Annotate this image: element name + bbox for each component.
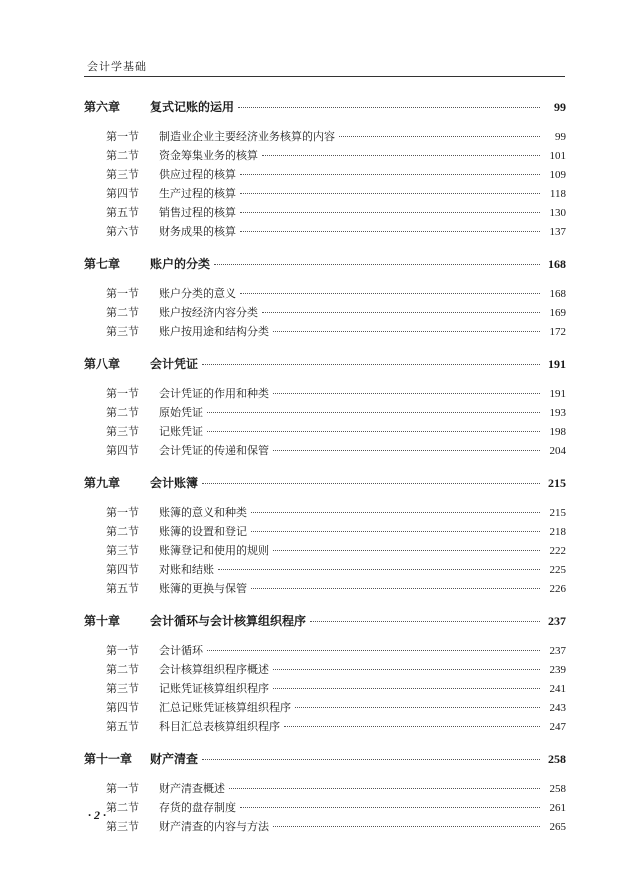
- section-title: 存货的盘存制度: [159, 801, 236, 814]
- dot-leader: [214, 264, 540, 265]
- section-number: 第二节: [106, 525, 139, 538]
- section-page-number: 243: [549, 702, 566, 714]
- section-entry[interactable]: [84, 642, 566, 661]
- section-number: 第二节: [106, 406, 139, 419]
- section-page-number: 130: [549, 207, 566, 219]
- section-page-number: 198: [549, 426, 566, 438]
- section-title: 账户按经济内容分类: [159, 306, 258, 319]
- section-title: 科目汇总表核算组织程序: [159, 720, 280, 733]
- running-header-title: 会计学基础: [87, 60, 147, 73]
- dot-leader: [240, 807, 540, 808]
- dot-leader: [202, 759, 540, 760]
- chapter-block: [84, 474, 566, 599]
- section-entry[interactable]: [84, 523, 566, 542]
- section-page-number: 247: [549, 721, 566, 733]
- section-title: 资金筹集业务的核算: [159, 149, 258, 162]
- section-entry[interactable]: [84, 680, 566, 699]
- chapter-block: [84, 255, 566, 342]
- section-title: 账户分类的意义: [159, 287, 236, 300]
- dot-leader: [207, 412, 540, 413]
- dot-leader: [273, 550, 540, 551]
- section-title: 财产清查概述: [159, 782, 225, 795]
- section-number: 第三节: [106, 682, 139, 695]
- section-page-number: 258: [549, 783, 566, 795]
- section-title: 销售过程的核算: [159, 206, 236, 219]
- section-page-number: 265: [549, 821, 566, 833]
- section-number: 第四节: [106, 187, 139, 200]
- section-entry[interactable]: [84, 404, 566, 423]
- dot-leader: [240, 231, 540, 232]
- section-page-number: 191: [549, 388, 566, 400]
- section-title: 原始凭证: [159, 406, 203, 419]
- dot-leader: [240, 293, 540, 294]
- dot-leader: [207, 431, 540, 432]
- section-page-number: 168: [549, 288, 566, 300]
- section-number: 第二节: [106, 663, 139, 676]
- chapter-title: 会计凭证: [150, 357, 199, 371]
- chapter-entry[interactable]: [84, 255, 566, 275]
- chapter-block: [84, 750, 566, 837]
- dot-leader: [202, 364, 540, 365]
- dot-leader: [202, 483, 540, 484]
- dot-leader: [240, 212, 540, 213]
- section-page-number: 204: [549, 445, 566, 457]
- chapter-title: 会计账簿: [150, 476, 199, 490]
- chapter-number: 第十一章: [84, 752, 133, 766]
- section-title: 汇总记账凭证核算组织程序: [159, 701, 291, 714]
- chapter-block: [84, 98, 566, 242]
- section-title: 会计凭证的传递和保管: [159, 444, 269, 457]
- section-number: 第五节: [106, 206, 139, 219]
- section-entry[interactable]: [84, 423, 566, 442]
- section-title: 财产清查的内容与方法: [159, 820, 269, 833]
- section-page-number: 225: [549, 564, 566, 576]
- section-number: 第五节: [106, 582, 139, 595]
- section-number: 第三节: [106, 820, 139, 833]
- page-number: · 2 ·: [88, 808, 106, 822]
- dot-leader: [273, 331, 540, 332]
- dot-leader: [295, 707, 540, 708]
- section-page-number: 239: [549, 664, 566, 676]
- chapter-number: 第十章: [84, 614, 121, 628]
- chapter-entry[interactable]: [84, 612, 566, 632]
- section-page-number: 137: [549, 226, 566, 238]
- chapter-page-number: 168: [548, 257, 566, 271]
- section-entry[interactable]: [84, 185, 566, 204]
- chapter-entry[interactable]: [84, 474, 566, 494]
- dot-leader: [273, 393, 540, 394]
- section-entry[interactable]: [84, 285, 566, 304]
- section-number: 第一节: [106, 782, 139, 795]
- section-page-number: 237: [549, 645, 566, 657]
- chapter-title: 会计循环与会计核算组织程序: [150, 614, 307, 628]
- section-number: 第四节: [106, 444, 139, 457]
- section-number: 第六节: [106, 225, 139, 238]
- section-page-number: 169: [549, 307, 566, 319]
- section-page-number: 226: [549, 583, 566, 595]
- section-number: 第五节: [106, 720, 139, 733]
- section-title: 账簿的意义和种类: [159, 506, 247, 519]
- section-number: 第二节: [106, 149, 139, 162]
- section-page-number: 215: [549, 507, 566, 519]
- chapter-page-number: 258: [548, 752, 566, 766]
- section-page-number: 261: [549, 802, 566, 814]
- section-page-number: 193: [549, 407, 566, 419]
- chapter-block: [84, 612, 566, 737]
- dot-leader: [273, 669, 540, 670]
- section-entry[interactable]: [84, 718, 566, 737]
- section-number: 第四节: [106, 701, 139, 714]
- chapter-title: 复式记账的运用: [150, 100, 235, 114]
- dot-leader: [240, 193, 540, 194]
- section-number: 第二节: [106, 306, 139, 319]
- section-title: 记账凭证: [159, 425, 203, 438]
- chapter-block: [84, 355, 566, 461]
- chapter-entry[interactable]: [84, 355, 566, 375]
- dot-leader: [284, 726, 540, 727]
- section-title: 会计凭证的作用和种类: [159, 387, 269, 400]
- dot-leader: [262, 155, 540, 156]
- section-entry[interactable]: [84, 699, 566, 718]
- section-title: 账簿登记和使用的规则: [159, 544, 269, 557]
- section-number: 第二节: [106, 801, 139, 814]
- section-page-number: 99: [555, 131, 566, 143]
- chapter-title: 财产清查: [150, 752, 199, 766]
- chapter-page-number: 237: [548, 614, 566, 628]
- section-entry[interactable]: [84, 580, 566, 599]
- dot-leader: [229, 788, 540, 789]
- dot-leader: [251, 588, 540, 589]
- section-title: 制造业企业主要经济业务核算的内容: [159, 130, 335, 143]
- section-entry[interactable]: [84, 542, 566, 561]
- dot-leader: [262, 312, 540, 313]
- section-title: 对账和结账: [159, 563, 214, 576]
- section-number: 第一节: [106, 506, 139, 519]
- section-entry[interactable]: [84, 204, 566, 223]
- section-entry[interactable]: [84, 818, 566, 837]
- dot-leader: [218, 569, 540, 570]
- dot-leader: [251, 531, 540, 532]
- section-title: 供应过程的核算: [159, 168, 236, 181]
- chapter-title: 账户的分类: [150, 257, 211, 271]
- section-number: 第三节: [106, 544, 139, 557]
- section-entry[interactable]: [84, 780, 566, 799]
- section-title: 生产过程的核算: [159, 187, 236, 200]
- header-rule: [84, 76, 565, 77]
- section-number: 第一节: [106, 644, 139, 657]
- dot-leader: [273, 450, 540, 451]
- section-page-number: 101: [549, 150, 566, 162]
- section-number: 第三节: [106, 325, 139, 338]
- section-entry[interactable]: [84, 504, 566, 523]
- chapter-entry[interactable]: [84, 750, 566, 770]
- dot-leader: [273, 826, 540, 827]
- section-title: 账簿的设置和登记: [159, 525, 247, 538]
- section-entry[interactable]: [84, 661, 566, 680]
- section-page-number: 118: [549, 188, 566, 200]
- section-entry[interactable]: [84, 223, 566, 242]
- section-page-number: 172: [549, 326, 566, 338]
- chapter-number: 第九章: [84, 476, 121, 490]
- dot-leader: [207, 650, 540, 651]
- table-of-contents: [84, 98, 566, 850]
- dot-leader: [251, 512, 540, 513]
- chapter-page-number: 99: [554, 100, 566, 114]
- section-number: 第三节: [106, 425, 139, 438]
- section-number: 第一节: [106, 130, 139, 143]
- dot-leader: [273, 688, 540, 689]
- section-number: 第四节: [106, 563, 139, 576]
- section-title: 账户按用途和结构分类: [159, 325, 269, 338]
- dot-leader: [238, 107, 540, 108]
- dot-leader: [240, 174, 540, 175]
- section-number: 第三节: [106, 168, 139, 181]
- section-page-number: 222: [549, 545, 566, 557]
- section-entry[interactable]: [84, 323, 566, 342]
- section-title: 账簿的更换与保管: [159, 582, 247, 595]
- section-page-number: 218: [549, 526, 566, 538]
- section-entry[interactable]: [84, 442, 566, 461]
- chapter-entry[interactable]: [84, 98, 566, 118]
- dot-leader: [310, 621, 540, 622]
- section-entry[interactable]: [84, 304, 566, 323]
- section-entry[interactable]: [84, 385, 566, 404]
- chapter-number: 第六章: [84, 100, 121, 114]
- chapter-page-number: 215: [548, 476, 566, 490]
- section-title: 会计循环: [159, 644, 203, 657]
- section-entry[interactable]: [84, 147, 566, 166]
- section-entry[interactable]: [84, 561, 566, 580]
- section-title: 记账凭证核算组织程序: [159, 682, 269, 695]
- section-number: 第一节: [106, 287, 139, 300]
- section-title: 会计核算组织程序概述: [159, 663, 269, 676]
- section-entry[interactable]: [84, 128, 566, 147]
- section-entry[interactable]: [84, 166, 566, 185]
- chapter-number: 第七章: [84, 257, 121, 271]
- chapter-number: 第八章: [84, 357, 121, 371]
- section-number: 第一节: [106, 387, 139, 400]
- section-entry[interactable]: [84, 799, 566, 818]
- section-title: 财务成果的核算: [159, 225, 236, 238]
- section-page-number: 241: [549, 683, 566, 695]
- dot-leader: [339, 136, 540, 137]
- chapter-page-number: 191: [548, 357, 566, 371]
- section-page-number: 109: [549, 169, 566, 181]
